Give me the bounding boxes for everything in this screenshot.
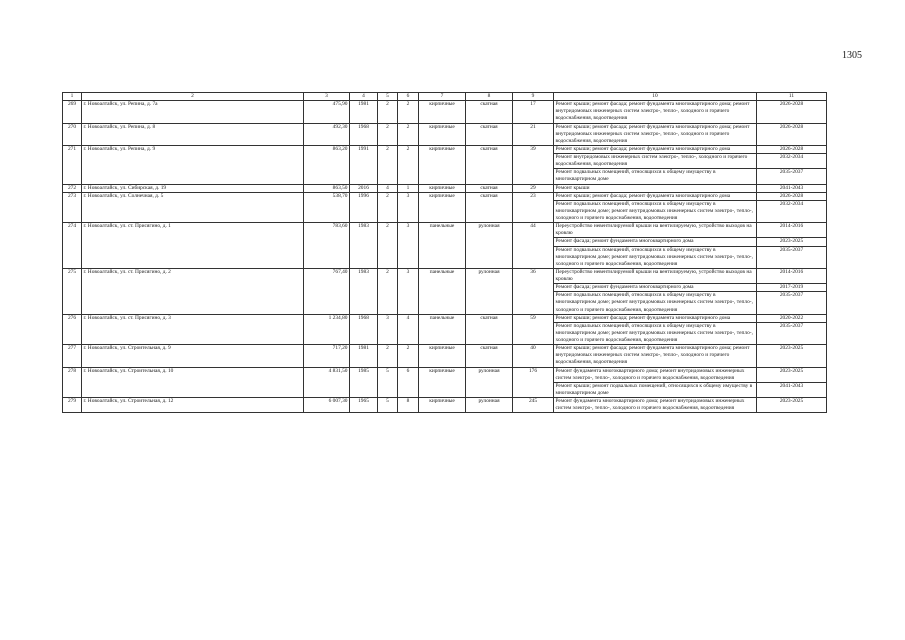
units-count-cell: 40 [513,345,554,367]
roof-type-cell: рулонная [466,268,513,314]
floors-cell: 2 [378,145,398,184]
floors-cell: 5 [378,398,398,413]
column-header: 5 [378,93,398,101]
work-description-cell: Ремонт фасада; ремонт фундамента многоквартирного дома [554,284,757,292]
period-cell: 2023-2025 [757,238,827,246]
roof-type-cell: рулонная [466,223,513,269]
entrances-cell: 2 [398,123,419,145]
walls-material-cell: кирпичные [419,101,466,123]
column-header: 11 [757,93,827,101]
work-description-cell: Ремонт подвальных помещений, относящихся к общему имуществу в многоквартирном доме; ремонт внутридомовых инженерных систем электро-, тепло-, холодного и горячего водоснабжения, водоотведения [554,200,757,222]
work-description-cell: Ремонт крыши; ремонт фасада; ремонт фундамента многоквартирного дома; ремонт внутридомовых инженерных систем электро-, тепло-, холодного и горячего водоснабжения, водоотведения [554,345,757,367]
row-number-cell: 276 [63,314,82,345]
row-number-cell: 272 [63,184,82,192]
roof-type-cell: скатная [466,145,513,184]
work-description-cell: Переустройство невентилируемой крыши на вентилируемую, устройство выходов на кровлю [554,223,757,238]
address-cell: г. Новоалтайск, ул. Репина, д. 8 [82,123,304,145]
year-cell: 1983 [350,268,378,314]
table-row [63,184,827,192]
walls-material-cell: кирпичные [419,192,466,223]
area-cell: 767,40 [304,268,350,314]
table-row [63,314,827,322]
period-cell: 2035-2037 [757,292,827,314]
period-cell: 2041-2043 [757,382,827,397]
table-row [63,345,827,367]
walls-material-cell: кирпичные [419,184,466,192]
area-cell: 4 831,50 [304,367,350,398]
area-cell: 475,90 [304,101,350,123]
column-header: 9 [513,93,554,101]
walls-material-cell: панельные [419,314,466,345]
year-cell: 1996 [350,192,378,223]
floors-cell: 2 [378,123,398,145]
roof-type-cell: рулонная [466,367,513,398]
entrances-cell: 3 [398,223,419,269]
address-cell: г. Новоалтайск, ул. Солнечная, д. 5 [82,192,304,223]
period-cell: 2023-2025 [757,345,827,367]
floors-cell: 4 [378,184,398,192]
floors-cell: 5 [378,367,398,398]
work-description-cell: Ремонт крыши; ремонт фасада; ремонт фундамента многоквартирного дома [554,314,757,322]
floors-cell: 2 [378,101,398,123]
work-description-cell: Переустройство невентилируемой крыши на вентилируемую, устройство выходов на кровлю [554,268,757,283]
column-header: 6 [398,93,419,101]
work-description-cell: Ремонт крыши; ремонт фасада; ремонт фундамента многоквартирного дома; ремонт внутридомовых инженерных систем электро-, тепло-, холодного и горячего водоснабжения, водоотведения [554,101,757,123]
entrances-cell: 4 [398,314,419,345]
period-cell: 2017-2019 [757,284,827,292]
area-cell: 783,60 [304,223,350,269]
roof-type-cell: скатная [466,123,513,145]
units-count-cell: 59 [513,314,554,345]
floors-cell: 2 [378,268,398,314]
table-row [63,145,827,153]
year-cell: 1981 [350,345,378,367]
year-cell: 1968 [350,123,378,145]
address-cell: г. Новоалтайск, ул. ст. Присягино, д. 2 [82,268,304,314]
period-cell: 2026-2028 [757,145,827,153]
period-cell: 2014-2016 [757,223,827,238]
table-row [63,123,827,145]
roof-type-cell: скатная [466,184,513,192]
roof-type-cell: скатная [466,101,513,123]
work-description-cell: Ремонт подвальных помещений, относящихся к общему имуществу в многоквартирном доме; ремонт внутридомовых инженерных систем электро-, тепло-, холодного и горячего водоснабжения, водоотведения [554,246,757,268]
period-cell: 2035-2037 [757,322,827,344]
period-cell: 2035-2037 [757,246,827,268]
area-cell: 6 007,30 [304,398,350,413]
row-number-cell: 274 [63,223,82,269]
year-cell: 1983 [350,223,378,269]
work-description-cell: Ремонт крыши; ремонт фасада; ремонт фундамента многоквартирного дома [554,192,757,200]
entrances-cell: 8 [398,398,419,413]
units-count-cell: 44 [513,223,554,269]
units-count-cell: 36 [513,268,554,314]
walls-material-cell: панельные [419,268,466,314]
row-number-cell: 273 [63,192,82,223]
address-cell: г. Новоалтайск, ул. Строительная, д. 9 [82,345,304,367]
period-cell: 2014-2016 [757,268,827,283]
units-count-cell: 23 [513,192,554,223]
entrances-cell: 2 [398,345,419,367]
row-number-cell: 278 [63,367,82,398]
units-count-cell: 39 [513,145,554,184]
entrances-cell: 6 [398,367,419,398]
area-cell: 538,70 [304,192,350,223]
row-number-cell: 275 [63,268,82,314]
units-count-cell: 17 [513,101,554,123]
walls-material-cell: панельные [419,223,466,269]
table-row [63,398,827,413]
period-cell: 2041-2043 [757,184,827,192]
floors-cell: 2 [378,223,398,269]
roof-type-cell: скатная [466,192,513,223]
work-description-cell: Ремонт фундамента многоквартирного дома; ремонт внутридомовых инженерных систем электро-, тепло-, холодного и горячего водоснабжения, водоотведения [554,367,757,382]
address-cell: г. Новоалтайск, ул. Строительная, д. 10 [82,367,304,398]
year-cell: 1981 [350,101,378,123]
walls-material-cell: кирпичные [419,145,466,184]
column-header: 7 [419,93,466,101]
period-cell: 2020-2022 [757,314,827,322]
table-row [63,101,827,123]
floors-cell: 3 [378,314,398,345]
area-cell: 863,50 [304,184,350,192]
walls-material-cell: кирпичные [419,123,466,145]
work-description-cell: Ремонт подвальных помещений, относящихся к общему имуществу в многоквартирном доме; ремонт внутридомовых инженерных систем электро-, тепло-, холодного и горячего водоснабжения, водоотведения [554,322,757,344]
table-row [63,192,827,200]
units-count-cell: 29 [513,184,554,192]
units-count-cell: 176 [513,367,554,398]
work-description-cell: Ремонт фундамента многоквартирного дома; ремонт внутридомовых инженерных систем электро-, тепло-, холодного и горячего водоснабжения, водоотведения [554,398,757,413]
entrances-cell: 2 [398,145,419,184]
work-description-cell: Ремонт фасада; ремонт фундамента многоквартирного дома [554,238,757,246]
address-cell: г. Новоалтайск, ул. Репина, д. 7а [82,101,304,123]
entrances-cell: 1 [398,184,419,192]
period-cell: 2032-2034 [757,154,827,169]
units-count-cell: 245 [513,398,554,413]
units-count-cell: 21 [513,123,554,145]
area-cell: 492,30 [304,123,350,145]
floors-cell: 2 [378,345,398,367]
work-description-cell: Ремонт крыши [554,184,757,192]
column-header: 2 [82,93,304,101]
work-description-cell: Ремонт внутридомовых инженерных систем электро-, тепло-, холодного и горячего водоснабжения, водоотведения [554,154,757,169]
area-cell: 717,20 [304,345,350,367]
address-cell: г. Новоалтайск, ул. ст. Присягино, д. 3 [82,314,304,345]
entrances-cell: 3 [398,268,419,314]
period-cell: 2032-2034 [757,200,827,222]
walls-material-cell: кирпичные [419,398,466,413]
registry-table [62,92,827,413]
address-cell: г. Новоалтайск, ул. Репина, д. 9 [82,145,304,184]
roof-type-cell: рулонная [466,398,513,413]
page-number: 1305 [842,50,862,61]
address-cell: г. Новоалтайск, ул. Сибирская, д. 19 [82,184,304,192]
row-number-cell: 279 [63,398,82,413]
year-cell: 1985 [350,367,378,398]
entrances-cell: 2 [398,101,419,123]
period-cell: 2026-2028 [757,123,827,145]
table-row [63,268,827,283]
work-description-cell: Ремонт подвальных помещений, относящихся к общему имуществу в многоквартирном доме [554,169,757,184]
column-header: 8 [466,93,513,101]
column-header: 4 [350,93,378,101]
period-cell: 2026-2028 [757,192,827,200]
year-cell: 2016 [350,184,378,192]
column-number-row [63,93,827,101]
work-description-cell: Ремонт крыши; ремонт фасада; ремонт фундамента многоквартирного дома [554,145,757,153]
row-number-cell: 271 [63,145,82,184]
row-number-cell: 269 [63,101,82,123]
table-row [63,223,827,238]
area-cell: 863,20 [304,145,350,184]
row-number-cell: 270 [63,123,82,145]
walls-material-cell: кирпичные [419,367,466,398]
column-header: 10 [554,93,757,101]
column-header: 3 [304,93,350,101]
year-cell: 1965 [350,398,378,413]
floors-cell: 2 [378,192,398,223]
roof-type-cell: скатная [466,314,513,345]
period-cell: 2023-2025 [757,398,827,413]
walls-material-cell: кирпичные [419,345,466,367]
address-cell: г. Новоалтайск, ул. Строительная, д. 12 [82,398,304,413]
period-cell: 2023-2025 [757,367,827,382]
work-description-cell: Ремонт крыши; ремонт фасада; ремонт фундамента многоквартирного дома; ремонт внутридомовых инженерных систем электро-, тепло-, холодного и горячего водоснабжения, водоотведения [554,123,757,145]
work-description-cell: Ремонт крыши; ремонт подвальных помещений, относящихся к общему имуществу в многоквартирном доме [554,382,757,397]
period-cell: 2026-2028 [757,101,827,123]
year-cell: 1991 [350,145,378,184]
entrances-cell: 3 [398,192,419,223]
work-description-cell: Ремонт подвальных помещений, относящихся к общему имуществу в многоквартирном доме; ремонт внутридомовых инженерных систем электро-, тепло-, холодного и горячего водоснабжения, водоотведения [554,292,757,314]
area-cell: 1 234,80 [304,314,350,345]
column-header: 1 [63,93,82,101]
period-cell: 2035-2037 [757,169,827,184]
roof-type-cell: скатная [466,345,513,367]
table-row [63,367,827,382]
row-number-cell: 277 [63,345,82,367]
address-cell: г. Новоалтайск, ул. ст. Присягино, д. 1 [82,223,304,269]
year-cell: 1968 [350,314,378,345]
